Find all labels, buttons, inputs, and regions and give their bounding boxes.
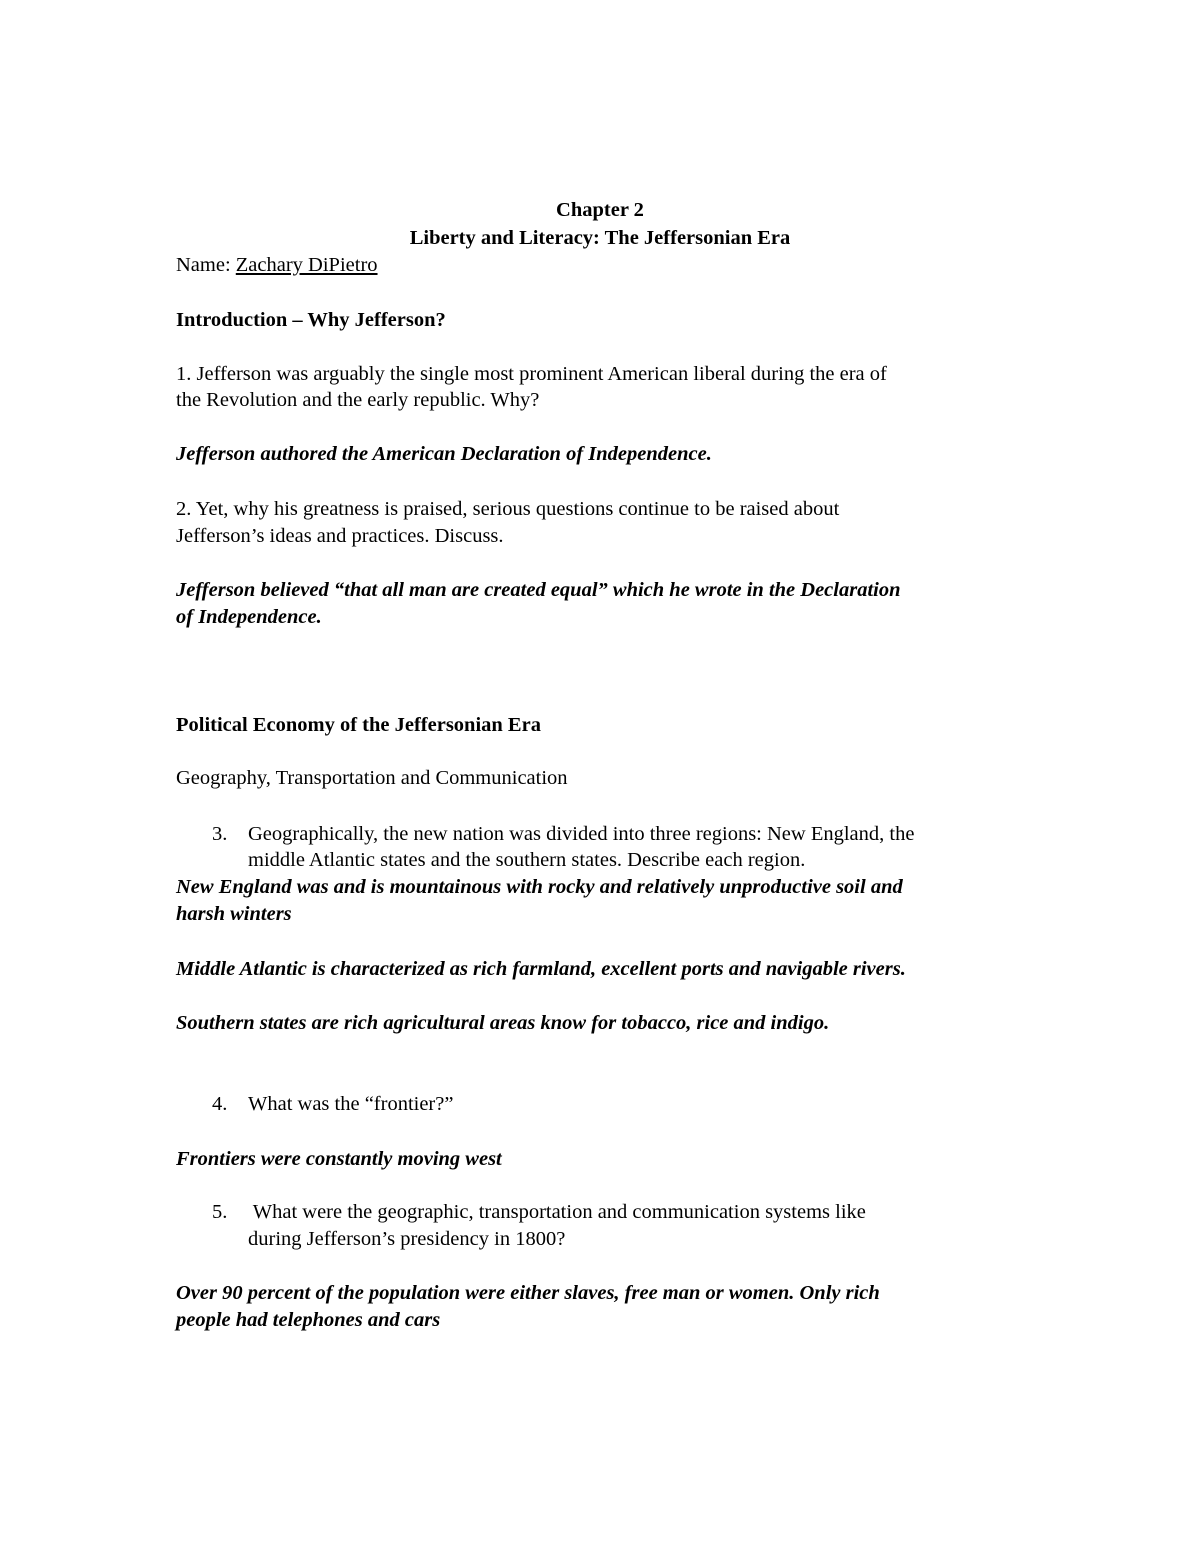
answer-3-new-england-line-1: New England was and is mountainous with rocky and relatively unproductive soil and xyxy=(176,876,903,898)
question-2-line-2: Jefferson’s ideas and practices. Discuss. xyxy=(176,525,504,547)
question-3-number: 3. xyxy=(212,823,228,845)
question-5-number: 5. xyxy=(212,1201,228,1223)
answer-5-line-1: Over 90 percent of the population were either slaves, free man or women. Only rich xyxy=(176,1282,880,1304)
geography-subheading: Geography, Transportation and Communication xyxy=(176,767,568,789)
answer-1: Jefferson authored the American Declaration of Independence. xyxy=(176,443,712,465)
answer-2-line-1: Jefferson believed “that all man are created equal” which he wrote in the Declaration xyxy=(176,579,901,601)
chapter-heading: Chapter 2 xyxy=(556,199,644,221)
document-title: Liberty and Literacy: The Jeffersonian Era xyxy=(409,227,791,249)
answer-4: Frontiers were constantly moving west xyxy=(176,1148,502,1170)
intro-heading: Introduction – Why Jefferson? xyxy=(176,309,446,331)
answer-3-new-england-line-2: harsh winters xyxy=(176,903,292,925)
question-5-line-2: during Jefferson’s presidency in 1800? xyxy=(248,1228,566,1250)
question-4: What was the “frontier?” xyxy=(248,1093,454,1115)
question-3-line-2: middle Atlantic states and the southern states. Describe each region. xyxy=(248,849,806,871)
name-value: Zachary DiPietro xyxy=(235,254,378,276)
question-1-line-1: 1. Jefferson was arguably the single most prominent American liberal during the era of xyxy=(176,363,887,385)
answer-5-line-2: people had telephones and cars xyxy=(176,1309,441,1331)
question-3-line-1: Geographically, the new nation was divided into three regions: New England, the xyxy=(248,823,915,845)
answer-3-middle-atlantic: Middle Atlantic is characterized as rich farmland, excellent ports and navigable rivers. xyxy=(176,958,906,980)
name-label: Name: xyxy=(176,254,236,276)
answer-2-line-2: of Independence. xyxy=(176,606,322,628)
question-4-number: 4. xyxy=(212,1093,228,1115)
answer-3-southern-states: Southern states are rich agricultural areas know for tobacco, rice and indigo. xyxy=(176,1012,830,1034)
question-1-line-2: the Revolution and the early republic. Why? xyxy=(176,389,540,411)
political-heading: Political Economy of the Jeffersonian Era xyxy=(176,714,541,736)
question-5-line-1: What were the geographic, transportation and communication systems like xyxy=(248,1201,866,1223)
question-2-line-1: 2. Yet, why his greatness is praised, serious questions continue to be raised about xyxy=(176,498,840,520)
name-line xyxy=(176,251,378,279)
